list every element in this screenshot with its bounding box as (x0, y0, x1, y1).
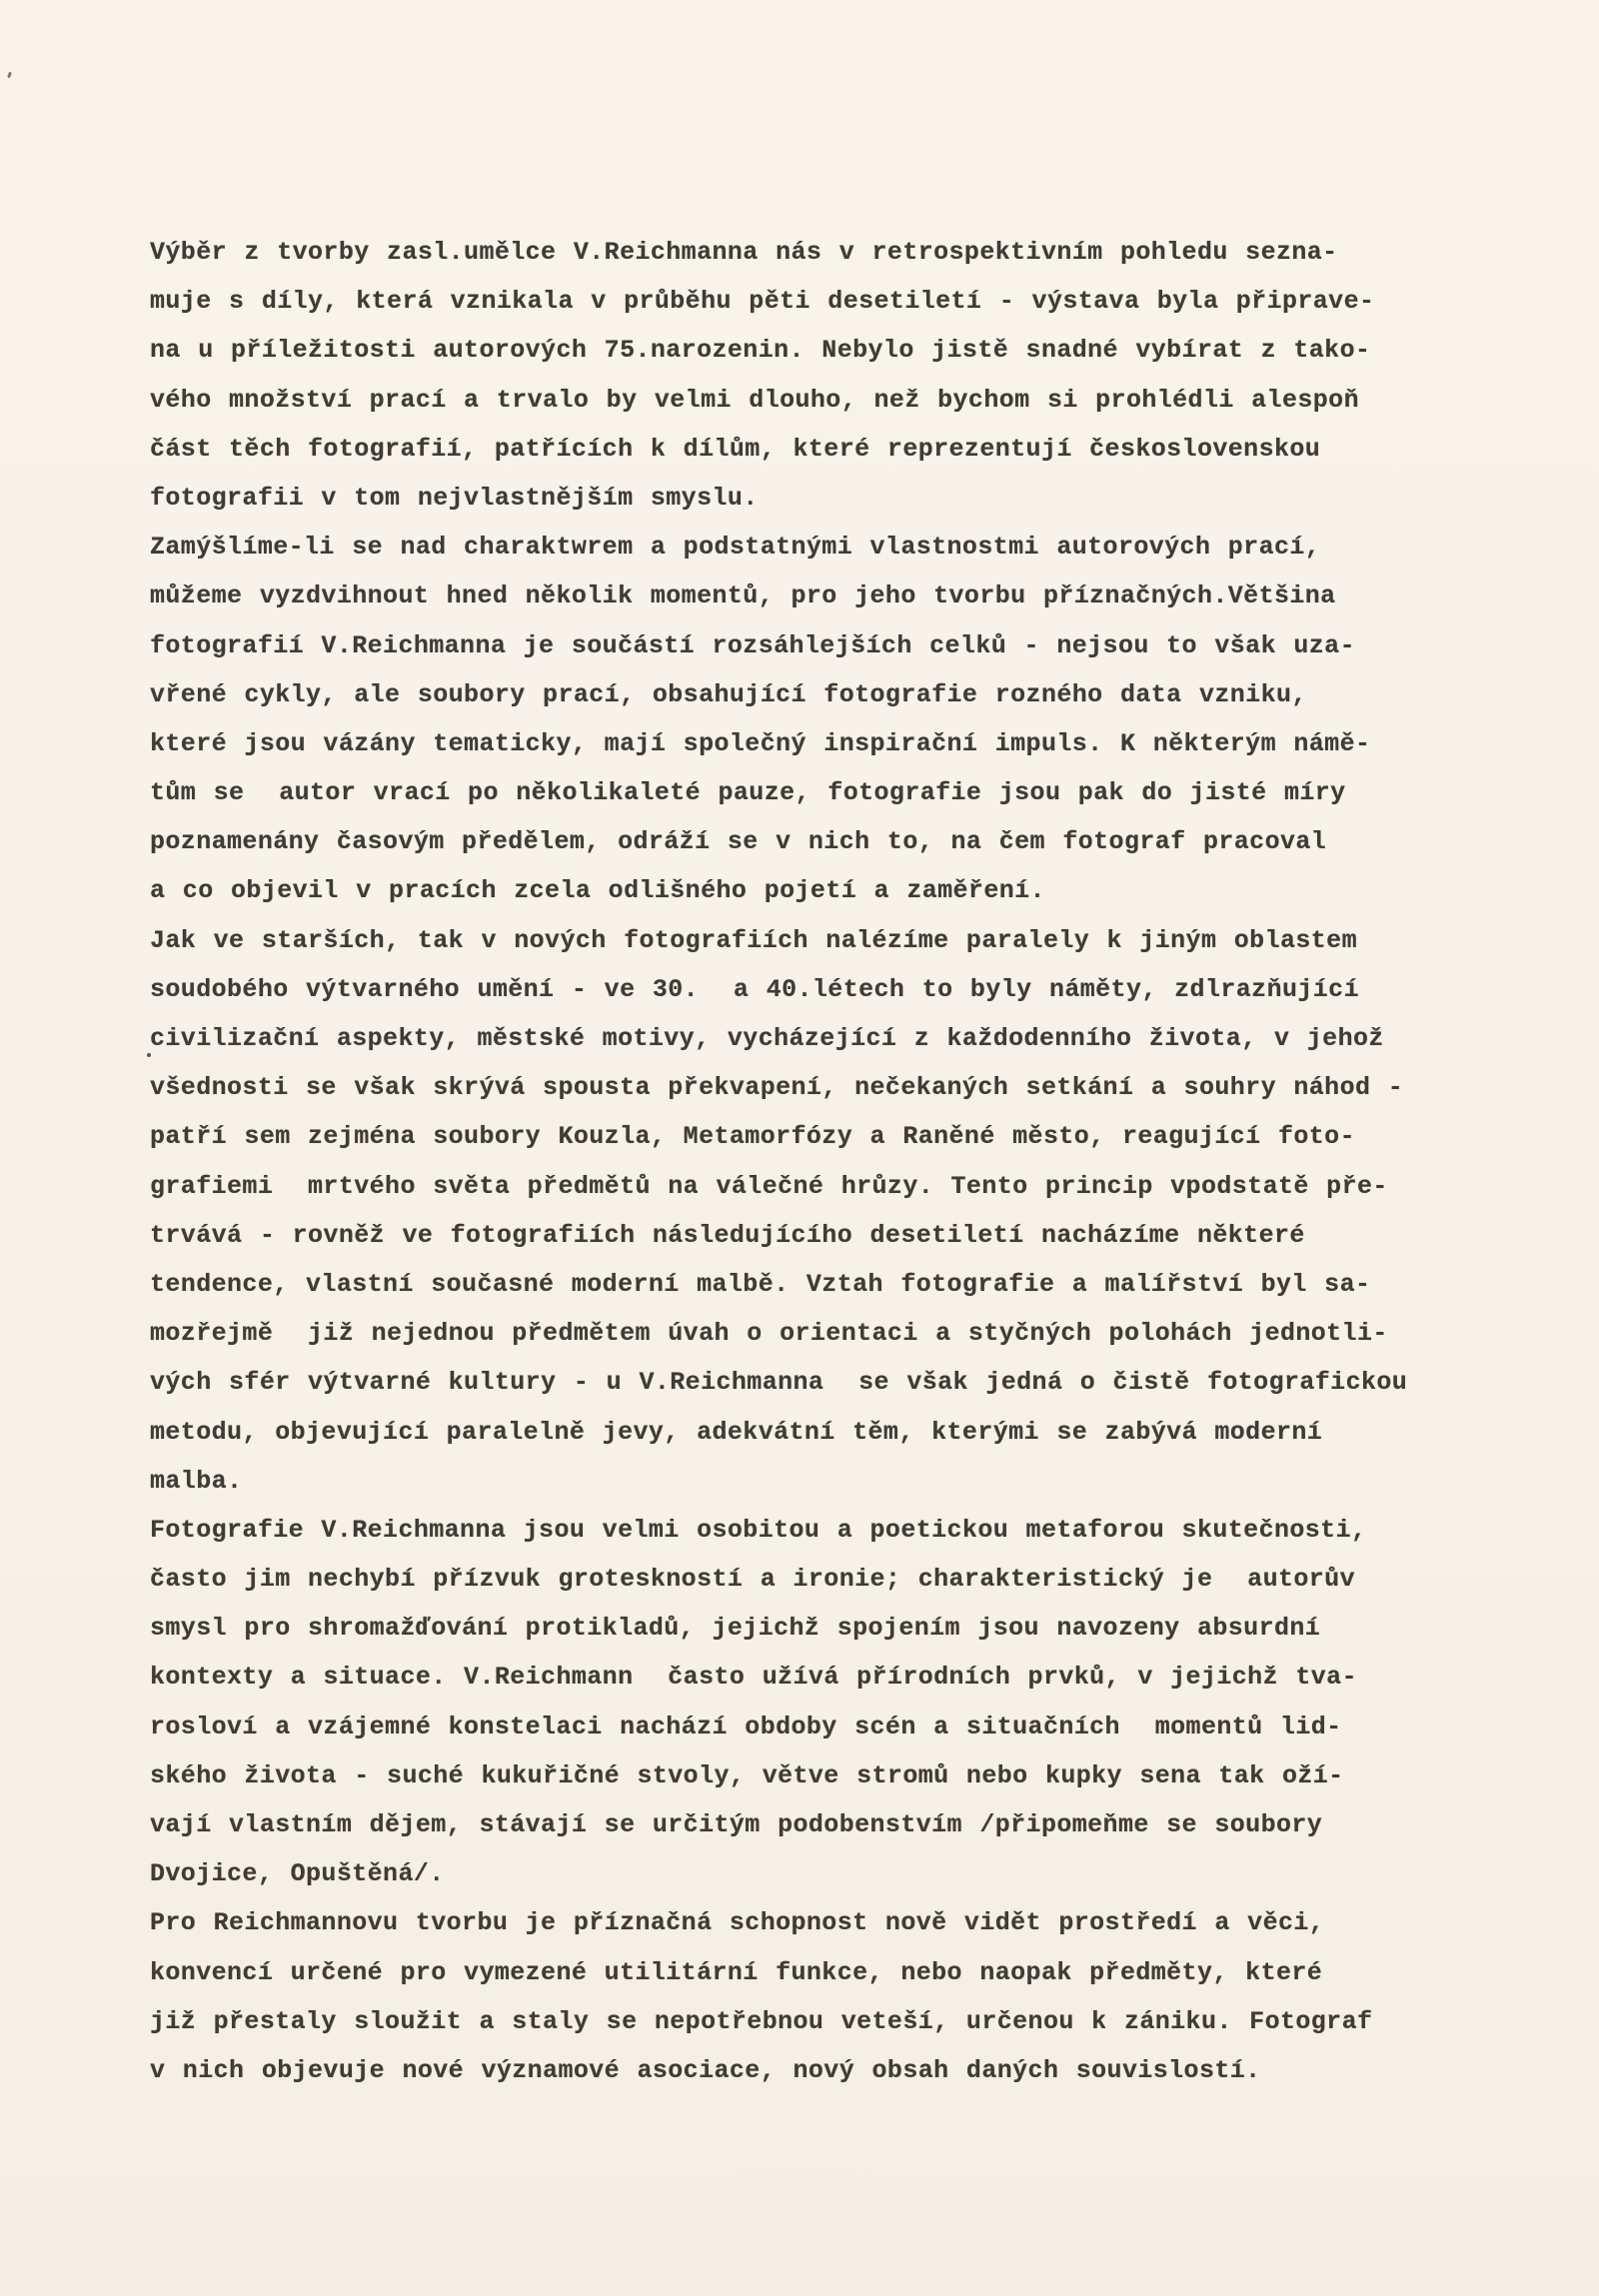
text-line: Dvojice, Opuštěná/. (150, 1859, 445, 1889)
text-line: a co objevil v pracích zcela odlišného pojetí a zaměření. (150, 876, 1045, 906)
text-line: Výběr z tvorby zasl.umělce V.Reichmanna nás v retrospektivním pohledu sezna- (150, 238, 1338, 267)
text-line: trvává - rovněž ve fotografiích následujícího desetiletí nacházíme některé (150, 1220, 1305, 1250)
text-line: již přestaly sloužit a staly se nepotřebnou veteší, určenou k zániku. Fotograf (150, 2006, 1373, 2036)
text-line: smysl pro shromažďování protikladů, jejichž spojením jsou navozeny absurdní (150, 1614, 1321, 1644)
text-line: všednosti se však skrývá spousta překvapení, nečekaných setkání a souhry náhod - (150, 1073, 1404, 1103)
text-line: vřené cykly, ale soubory prací, obsahující fotografie rozného data vzniku, (150, 679, 1307, 709)
text-line: patří sem zejména soubory Kouzla, Metamorfózy a Raněné město, reagující foto- (150, 1122, 1355, 1152)
text-line: grafiemi mrtvého světa předmětů na válečné hrůzy. Tento princip vpodstatě pře- (150, 1171, 1388, 1201)
typewritten-text-block (150, 228, 1569, 2095)
text-line: rosloví a vzájemné konstelaci nachází obdoby scén a situačních momentů lid- (150, 1712, 1342, 1741)
text-line: vají vlastním dějem, stávají se určitým podobenstvím /připomeňme se soubory (150, 1810, 1323, 1839)
text-line: Pro Reichmannovu tvorbu je příznačná schopnost nově vidět prostředí a věci, (150, 1908, 1325, 1938)
text-line: kontexty a situace. V.Reichmann často užívá přírodních prvků, v jejichž tva- (150, 1663, 1357, 1693)
text-line: často jim nechybí přízvuk groteskností a ironie; charakteristický je autorův (150, 1565, 1355, 1595)
text-line: Zamýšlíme-li se nad charaktwrem a podstatnými vlastnostmi autorových prací, (150, 533, 1321, 563)
margin-speck (7, 72, 12, 79)
text-line: mozřejmě již nejednou předmětem úvah o orientaci a styčných polohách jednotli- (150, 1319, 1388, 1349)
text-line: tendence, vlastní současné moderní malbě. Vztah fotografie a malířství byl sa- (150, 1269, 1371, 1299)
text-line: tům se autor vrací po několikaleté pauze, fotografie jsou pak do jisté míry (150, 778, 1346, 808)
text-line: na u příležitosti autorových 75.narozenin. Nebylo jistě snadné vybírat z tako- (150, 336, 1371, 366)
text-line: poznamenány časovým předělem, odráží se v nich to, na čem fotograf pracoval (150, 827, 1327, 857)
text-line: konvencí určené pro vymezené utilitární funkce, nebo naopak předměty, které (150, 1957, 1323, 1987)
text-line: fotografií V.Reichmanna je součástí rozsáhlejších celků - nejsou to však uza- (150, 630, 1355, 660)
text-line: vých sfér výtvarné kultury - u V.Reichmanna se však jedná o čistě fotografickou (150, 1368, 1408, 1398)
text-line: v nich objevuje nové významové asociace, nový obsah daných souvislostí. (150, 2055, 1261, 2085)
text-line: ského života - suché kukuřičné stvoly, větve stromů nebo kupky sena tak oží- (150, 1760, 1344, 1790)
text-line: malba. (150, 1466, 243, 1496)
text-line: civilizační aspekty, městské motivy, vycházející z každodenního života, v jehož (150, 1024, 1384, 1053)
text-line: Jak ve starších, tak v nových fotografiích nalézíme paralely k jiným oblastem (150, 925, 1357, 955)
text-line: soudobého výtvarného umění - ve 30. a 40.létech to byly náměty, zdlrazňující (150, 974, 1359, 1004)
text-line: metodu, objevující paralelně jevy, adekvátní těm, kterými se zabývá moderní (150, 1417, 1323, 1447)
text-line: které jsou vázány tematicky, mají společný inspirační impuls. K některým námě- (150, 728, 1371, 758)
text-line: část těch fotografií, patřících k dílům, které reprezentují československou (150, 434, 1321, 464)
text-line: fotografii v tom nejvlastnějším smyslu. (150, 483, 759, 513)
text-line: vého množství prací a trvalo by velmi dlouho, než bychom si prohlédli alespoň (150, 385, 1359, 415)
text-line: můžeme vyzdvihnout hned několik momentů, pro jeho tvorbu příznačných.Většina (150, 581, 1336, 611)
text-line: Fotografie V.Reichmanna jsou velmi osobitou a poetickou metaforou skutečnosti, (150, 1515, 1367, 1545)
text-line: muje s díly, která vznikala v průběhu pěti desetiletí - výstava byla připrave- (150, 287, 1375, 317)
